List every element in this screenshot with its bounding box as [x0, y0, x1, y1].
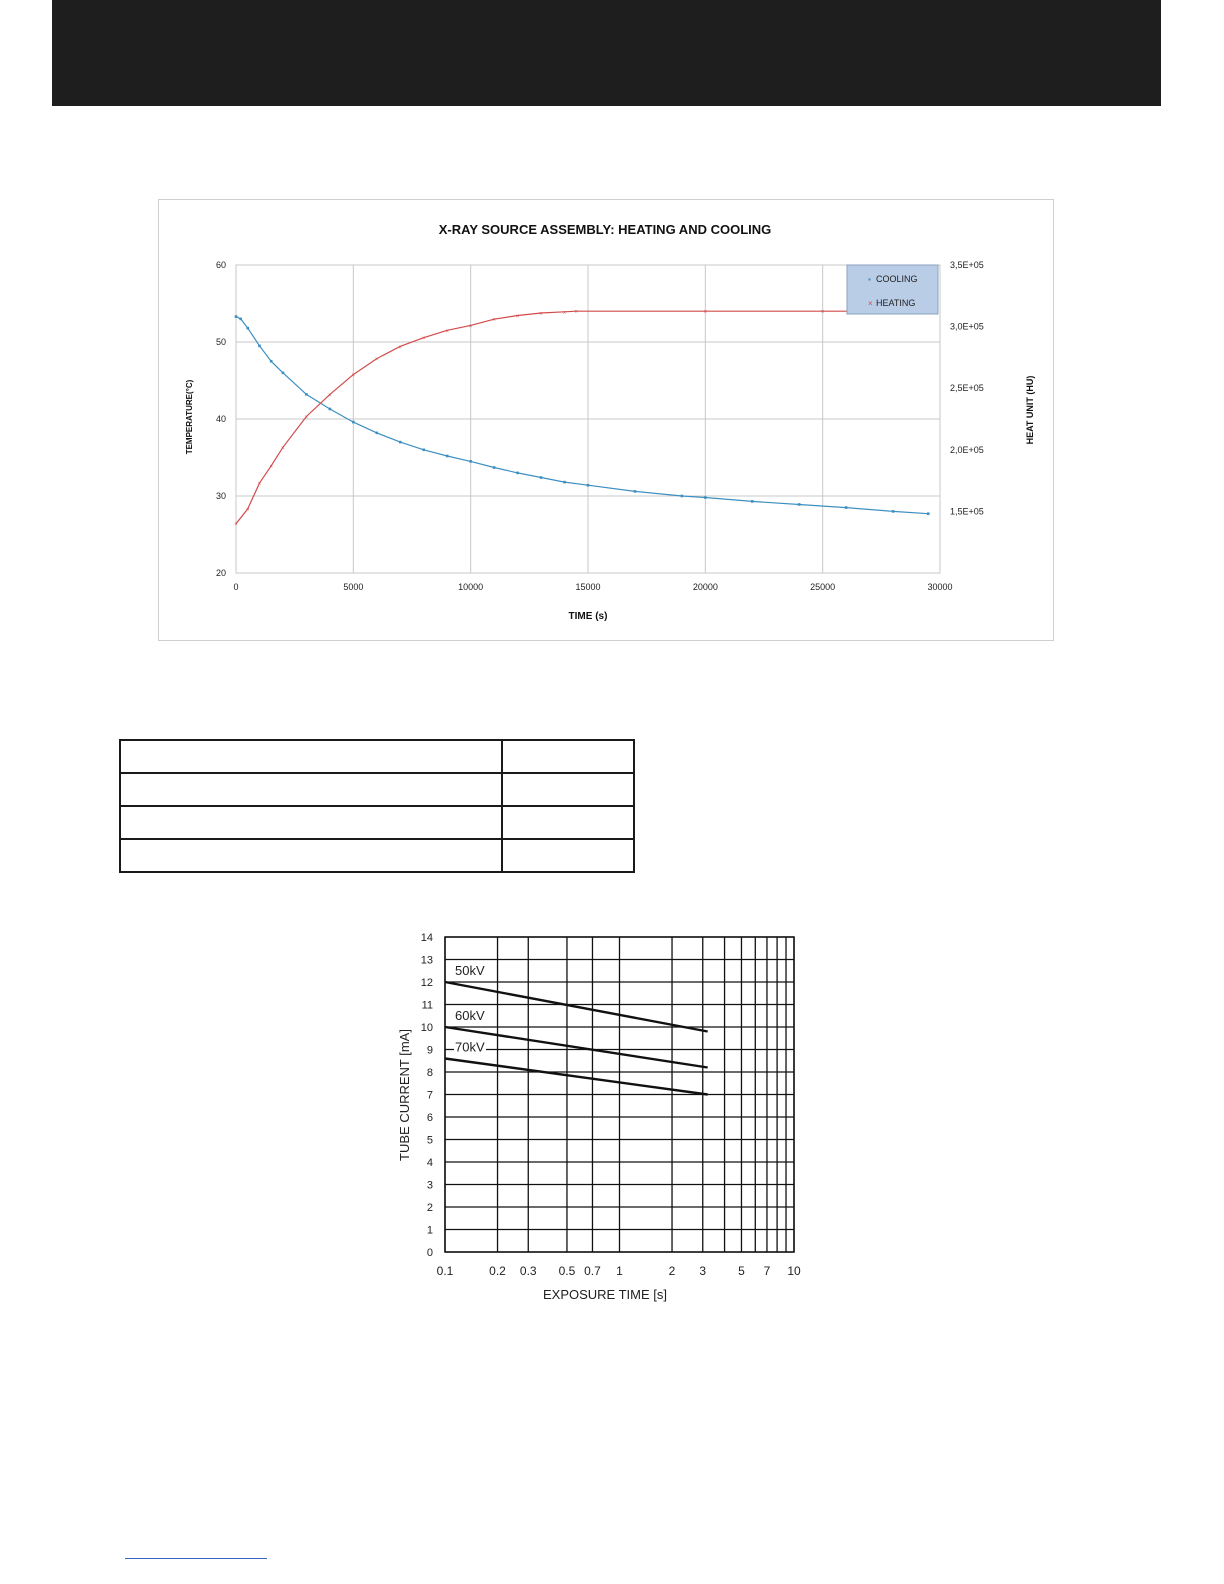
x-tick-label: 0.3 [519, 1264, 537, 1278]
data-point-cooling [845, 506, 848, 509]
y-tick-label: 13 [420, 954, 433, 967]
data-point-cooling [446, 455, 449, 458]
data-point-cooling [235, 315, 238, 318]
tube-current-chart [380, 925, 820, 1310]
legend [847, 265, 938, 314]
y-tick-label: 0 [426, 1247, 433, 1259]
x-tick-label: 5 [738, 1264, 745, 1278]
y-right-axis-label: HEAT UNIT (HU) [1025, 375, 1035, 445]
table-row [120, 839, 634, 872]
data-point-heating: × [562, 310, 567, 317]
data-point-heating: × [328, 392, 332, 399]
x-tick-label: 30000 [927, 582, 953, 592]
y-right-tick-label: 2,0E+05 [950, 444, 984, 455]
data-point-cooling [927, 512, 930, 515]
y-tick-label: 4 [426, 1157, 433, 1169]
x-tick-label: 7 [763, 1264, 771, 1278]
x-tick-label: 10000 [458, 582, 484, 592]
table-cell [502, 806, 634, 839]
header-bar [52, 0, 1161, 106]
x-tick-label: 5000 [343, 582, 364, 592]
series-label-60kv: 60kV [455, 1008, 485, 1023]
data-point-heating: × [515, 314, 520, 321]
data-point-cooling [892, 510, 895, 513]
data-point-cooling [305, 393, 308, 396]
x-axis-label: EXPOSURE TIME [s] [542, 1287, 668, 1302]
y-tick-label: 2 [426, 1202, 433, 1214]
x-tick-label: 0.7 [584, 1264, 601, 1278]
data-point-cooling [258, 345, 261, 348]
data-point-heating: × [539, 311, 543, 318]
table-cell [120, 740, 502, 773]
y-tick-label: 30 [215, 491, 226, 501]
y-tick-label: 60 [215, 260, 226, 270]
table-cell [120, 773, 502, 806]
y-tick-label: 8 [426, 1067, 433, 1079]
data-point-heating: × [257, 481, 262, 488]
data-point-cooling [704, 496, 707, 499]
y-tick-label: 7 [426, 1089, 433, 1102]
blank-table [119, 739, 635, 873]
table-cell [120, 839, 502, 872]
data-point-heating: × [281, 445, 285, 452]
table-cell [502, 740, 634, 773]
series-label-70kv: 70kV [455, 1039, 485, 1055]
y-axis-label: TEMPERATURE(°C) [185, 379, 194, 455]
x-tick-label: 0.2 [489, 1264, 506, 1278]
data-point-cooling [270, 360, 273, 363]
table-cell [502, 773, 634, 806]
data-point-cooling [352, 421, 355, 424]
footer-link-underline [125, 1558, 267, 1559]
y-tick-label: 3 [426, 1179, 433, 1192]
data-point-heating: × [351, 373, 356, 380]
series-line-70kv [445, 1059, 708, 1095]
y-tick-label: 14 [420, 932, 433, 944]
table-row [120, 806, 634, 839]
y-tick-label: 9 [426, 1044, 433, 1057]
y-tick-label: 10 [420, 1022, 433, 1034]
legend-cooling-label: COOLING [876, 274, 918, 284]
data-point-heating: × [234, 522, 238, 529]
data-point-heating: × [375, 357, 379, 364]
y-tick-label: 1 [426, 1224, 433, 1237]
data-point-cooling [516, 472, 519, 475]
x-tick-label: 2 [668, 1264, 676, 1278]
y-tick-label: 20 [215, 568, 226, 578]
data-point-cooling [634, 490, 637, 493]
data-point-heating: × [398, 344, 403, 351]
x-tick-label: 10 [787, 1264, 801, 1278]
heating-cooling-chart-frame [158, 199, 1054, 641]
data-point-heating: × [703, 309, 708, 316]
y-right-tick-label: 1,5E+05 [950, 506, 984, 517]
data-point-heating: × [492, 317, 496, 324]
chart-title: X-RAY SOURCE ASSEMBLY: HEATING AND COOLING [438, 222, 772, 237]
legend-heating-label: HEATING [876, 298, 916, 308]
x-tick-label: 0 [233, 582, 239, 592]
series-line-heating [236, 311, 928, 524]
y-tick-label: 40 [215, 414, 226, 424]
data-point-cooling [493, 466, 496, 469]
data-point-heating: × [304, 415, 309, 422]
data-point-cooling [376, 432, 379, 435]
table-row [120, 773, 634, 806]
data-point-heating: × [820, 309, 825, 316]
legend-heating-marker: × [868, 299, 873, 308]
y-tick-label: 5 [426, 1134, 433, 1147]
x-tick-label: 25000 [810, 582, 836, 592]
data-point-cooling [587, 484, 590, 487]
data-point-cooling [282, 372, 285, 375]
x-tick-label: 0.5 [558, 1264, 576, 1278]
table-cell [502, 839, 634, 872]
x-tick-label: 0.1 [436, 1264, 454, 1278]
series-line-cooling [236, 317, 928, 514]
data-point-heating: × [468, 323, 473, 330]
y-axis-label: TUBE CURRENT [mA] [397, 1029, 412, 1161]
y-tick-label: 11 [421, 999, 433, 1012]
data-point-cooling [751, 500, 754, 503]
data-point-heating: × [445, 328, 449, 335]
data-point-cooling [798, 503, 801, 506]
x-axis-label: TIME (s) [568, 611, 608, 622]
data-point-cooling [469, 460, 472, 463]
data-point-cooling [422, 449, 425, 452]
y-right-tick-label: 3,5E+05 [950, 260, 984, 270]
x-tick-label: 15000 [575, 582, 601, 592]
x-tick-label: 3 [699, 1264, 707, 1278]
table-row [120, 740, 634, 773]
x-tick-label: 20000 [692, 582, 718, 592]
x-tick-label: 1 [616, 1264, 623, 1278]
y-right-tick-label: 3,0E+05 [950, 321, 984, 332]
data-point-cooling [329, 408, 332, 411]
heating-cooling-chart [159, 200, 1053, 640]
data-point-cooling [540, 476, 543, 479]
data-point-cooling [239, 318, 242, 321]
y-tick-label: 6 [426, 1112, 433, 1124]
data-point-heating: × [421, 336, 426, 343]
y-tick-label: 12 [420, 977, 433, 989]
series-label-50kv: 50kV [455, 963, 485, 978]
y-tick-label: 50 [215, 337, 226, 347]
data-point-cooling [399, 441, 402, 444]
data-point-cooling [563, 481, 566, 484]
data-point-heating: × [574, 309, 579, 316]
legend-cooling-marker: ▪ [868, 275, 871, 284]
data-point-heating: × [245, 507, 250, 514]
y-right-tick-label: 2,5E+05 [950, 383, 984, 394]
series-line-50kv [445, 982, 708, 1032]
data-point-cooling [681, 495, 684, 498]
table-cell [120, 806, 502, 839]
data-point-cooling [246, 327, 249, 330]
data-point-heating: × [269, 464, 273, 471]
